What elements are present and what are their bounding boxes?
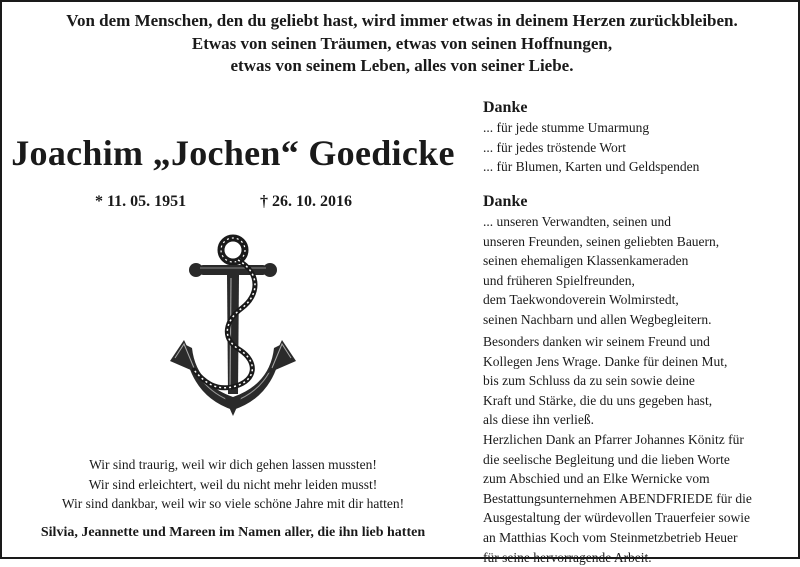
thanks-block-2 xyxy=(483,192,719,330)
special-thanks-line: als diese ihn verließ. xyxy=(483,412,594,428)
thanks-line: und früheren Spielfreunden, xyxy=(483,272,635,288)
thanks-line: dem Taekwondoverein Wolmirstedt, xyxy=(483,292,679,308)
verse-line: Wir sind erleichtert, weil du nicht mehr leiden musst! xyxy=(88,476,378,492)
special-thanks-line: für seine hervorragende Arbeit. xyxy=(483,549,652,565)
special-thanks-line: Kollegen Jens Wrage. Danke für deinen Mut, xyxy=(483,353,728,369)
special-thanks-line: Bestattungsunternehmen ABENDFRIEDE für die xyxy=(483,490,752,506)
family-signature: Silvia, Jeannette und Mareen im Namen aller, die ihn lieb hatten xyxy=(40,525,426,540)
special-thanks-line: die seelische Begleitung und die lieben Worte xyxy=(483,451,730,467)
mourning-verse xyxy=(2,455,464,514)
thanks-line: seinen ehemaligen Klassenkameraden xyxy=(483,253,689,269)
birth-date: * 11. 05. 1951 xyxy=(95,193,187,210)
special-thanks xyxy=(483,332,752,567)
death-date: † 26. 10. 2016 xyxy=(260,193,352,210)
thanks-heading: Danke xyxy=(483,193,528,210)
quote-line: etwas von seinem Leben, alles von seiner Liebe. xyxy=(230,56,574,75)
special-thanks-line: bis zum Schluss da zu sein sowie deine xyxy=(483,373,695,389)
thanks-line: ... für jede stumme Umarmung xyxy=(483,120,650,135)
special-thanks-line: Herzlichen Dank an Pfarrer Johannes Könitz für xyxy=(483,431,744,447)
special-thanks-line: Besonders danken wir seinem Freund und xyxy=(483,334,710,349)
thanks-line: seinen Nachbarn und allen Wegbegleitern. xyxy=(483,311,712,327)
deceased-name: Joachim „Jochen“ Goedicke xyxy=(11,133,455,173)
thanks-line: ... für Blumen, Karten und Geldspenden xyxy=(483,159,700,175)
special-thanks-line: zum Abschied und an Elke Wernicke vom xyxy=(483,471,710,487)
anchor-icon xyxy=(170,234,296,416)
verse-line: Wir sind traurig, weil wir dich gehen lassen mussten! xyxy=(89,457,377,472)
special-thanks-line: an Matthias Koch vom Steinmetzbetrieb Heuer xyxy=(483,529,738,545)
quote-line: Von dem Menschen, den du geliebt hast, wird immer etwas in deinem Herzen zurückbleiben. xyxy=(66,11,738,30)
thanks-heading: Danke xyxy=(483,99,528,116)
thanks-block-1 xyxy=(483,98,699,177)
thanks-line: ... unseren Verwandten, seinen und xyxy=(483,214,671,229)
quote-line: Etwas von seinen Träumen, etwas von seinen Hoffnungen, xyxy=(191,33,613,53)
verse-line: Wir sind dankbar, weil wir so viele schöne Jahre mit dir hatten! xyxy=(61,496,405,511)
special-thanks-line: Kraft und Stärke, die du uns gegeben hast, xyxy=(483,392,713,408)
memorial-quote xyxy=(2,10,800,78)
thanks-line: unseren Freunden, seinen geliebten Bauern, xyxy=(483,233,720,249)
thanks-line: ... für jedes tröstende Wort xyxy=(483,139,627,155)
special-thanks-line: Ausgestaltung der würdevollen Trauerfeier sowie xyxy=(483,510,750,526)
